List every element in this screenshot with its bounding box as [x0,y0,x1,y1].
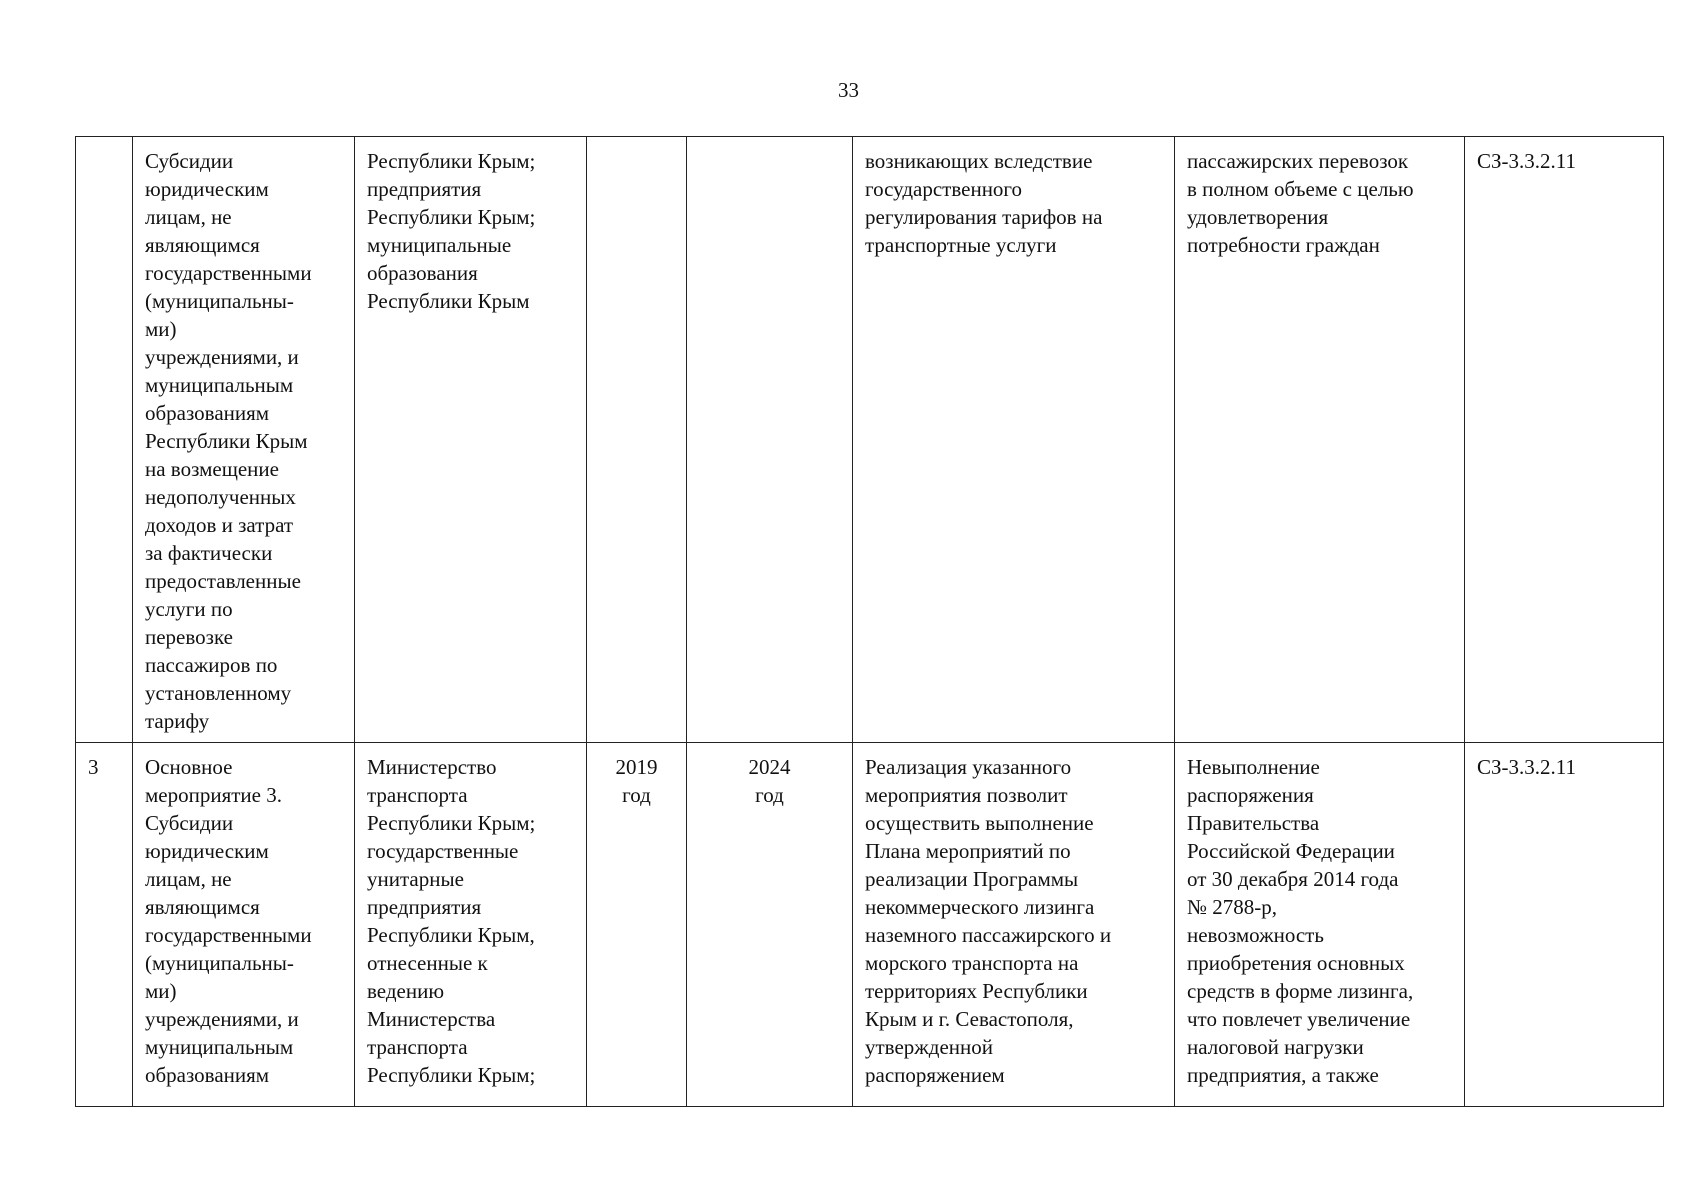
cell-code: СЗ-3.3.2.11 [1465,137,1664,743]
cell-measure: Субсидии юридическим лицам, не являющимся государственными (муниципальны- ми) учреждениями, и муниципальным образованиям Республики Крым на возмещение недополученных доходов и затрат за фактически предоставленные услуги по перевозке пассажиров по установленному тарифу [133,137,355,743]
cell-end-year [687,137,853,743]
cell-executor: Республики Крым; предприятия Республики Крым; муниципальные образования Республики Крым [355,137,587,743]
program-measures-table [75,136,1664,1107]
cell-executor: Министерство транспорта Республики Крым; государственные унитарные предприятия Республики Крым, отнесенные к ведению Министерства транспорта Республики Крым; [355,743,587,1107]
table-row [76,743,1664,1107]
cell-start-year [587,137,687,743]
table-row [76,137,1664,743]
cell-number: 3 [76,743,133,1107]
cell-number [76,137,133,743]
cell-consequence: Невыполнение распоряжения Правительства Российской Федерации от 30 декабря 2014 года № 2788-р, невозможность приобретения основных средств в форме лизинга, что повлечет увеличение налоговой нагрузки предприятия, а также [1175,743,1465,1107]
cell-end-year: 2024 год [687,743,853,1107]
page-number: 33 [838,78,859,102]
cell-start-year: 2019 год [587,743,687,1107]
cell-measure: Основное мероприятие 3. Субсидии юридическим лицам, не являющимся государственными (муниципальны- ми) учреждениями, и муниципальным образованиям [133,743,355,1107]
cell-consequence: пассажирских перевозок в полном объеме с целью удовлетворения потребности граждан [1175,137,1465,743]
cell-expected-result: Реализация указанного мероприятия позволит осуществить выполнение Плана мероприятий по реализации Программы некоммерческого лизинга наземного пассажирского и морского транспорта на территориях Республики Крым и г. Севастополя, утвержденной распоряжением [853,743,1175,1107]
cell-code: СЗ-3.3.2.11 [1465,743,1664,1107]
cell-expected-result: возникающих вследствие государственного регулирования тарифов на транспортные услуги [853,137,1175,743]
